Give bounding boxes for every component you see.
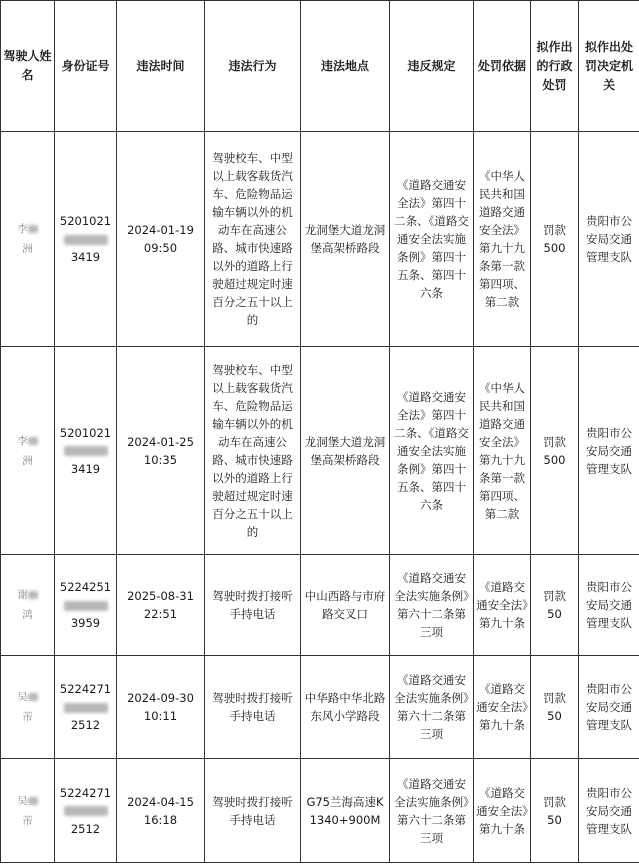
redaction-mark <box>64 446 108 456</box>
penalty-basis-cell: 《道路交通安全法》第九十条 <box>474 656 531 759</box>
table-row <box>1 347 639 555</box>
violation-clock: 16:18 <box>143 812 178 827</box>
redaction-mark <box>64 703 108 713</box>
penalty-amount: 500 <box>543 241 566 255</box>
violation-clock: 10:11 <box>143 709 178 723</box>
violation-clock: 10:35 <box>143 452 178 467</box>
regulation-cell: 《道路交通安全法实施条例》第六十二条第三项 <box>390 656 474 759</box>
redaction-mark <box>28 693 38 701</box>
authority-cell: 贵阳市公安局交通管理支队 <box>579 132 639 347</box>
header-penalty-basis: 处罚依据 <box>474 1 531 132</box>
authority-cell: 贵阳市公安局交通管理支队 <box>579 347 639 555</box>
penalty-label: 罚款 <box>543 223 566 237</box>
violation-time-cell <box>117 347 205 555</box>
table-row <box>1 656 639 759</box>
driver-name-first: 李 <box>17 434 28 447</box>
id-suffix: 3419 <box>70 250 101 264</box>
driver-name-first: 吴 <box>17 691 28 703</box>
violation-location-cell: 中华路中华北路东风小学路段 <box>301 656 390 759</box>
violation-location-cell: G75兰海高速K1340+900M <box>301 759 390 863</box>
table-row <box>1 759 639 863</box>
violation-act-cell: 驾驶时拨打接听手持电话 <box>205 759 301 863</box>
penalty-basis-cell: 《道路交通安全法》第九十条 <box>474 555 531 656</box>
header-id-number: 身份证号 <box>55 1 117 132</box>
regulation-cell: 《道路交通安全法》第四十二条、《道路交通安全法实施条例》第四十五条、第四十六条 <box>390 132 474 347</box>
driver-name-last: 芾 <box>22 814 33 827</box>
redaction-mark <box>64 235 108 245</box>
id-suffix: 3959 <box>70 616 101 630</box>
driver-name-last: 洲 <box>22 243 33 255</box>
penalty-basis-cell: 《中华人民共和国道路交通安全法》第九十九条第一款第四项、第二款 <box>474 132 531 347</box>
id-suffix: 2512 <box>70 718 101 732</box>
driver-name-first: 谢 <box>17 589 28 601</box>
violation-time-cell <box>117 759 205 863</box>
penalty-cell <box>531 656 579 759</box>
id-prefix: 5201021 <box>59 214 112 228</box>
violation-act-cell: 驾驶时拨打接听手持电话 <box>205 656 301 759</box>
violation-date: 2024-04-15 <box>127 794 194 809</box>
driver-name-cell <box>1 132 55 347</box>
redaction-mark <box>64 601 108 611</box>
violation-time-cell <box>117 132 205 347</box>
driver-name-cell <box>1 656 55 759</box>
penalty-amount: 50 <box>547 709 562 723</box>
driver-name-cell <box>1 347 55 555</box>
violation-location-cell: 中山西路与市府路交叉口 <box>301 555 390 656</box>
penalty-cell <box>531 555 579 656</box>
regulation-cell: 《道路交通安全法实施条例》第六十二条第三项 <box>390 555 474 656</box>
header-driver-name: 驾驶人姓名 <box>1 1 55 132</box>
violation-date: 2024-09-30 <box>127 691 194 705</box>
driver-name-cell <box>1 555 55 656</box>
redaction-mark <box>64 806 108 816</box>
violation-act-cell: 驾驶校车、中型以上载客载货汽车、危险物品运输车辆以外的机动车在高速公路、城市快速路以外的道路上行驶超过规定时速百分之五十以上的 <box>205 132 301 347</box>
authority-cell: 贵阳市公安局交通管理支队 <box>579 759 639 863</box>
driver-name-last: 鸿 <box>22 609 33 621</box>
violation-clock: 09:50 <box>143 241 178 255</box>
driver-name-first: 吴 <box>17 794 28 807</box>
penalty-label: 罚款 <box>543 434 566 449</box>
penalty-amount: 50 <box>547 607 562 621</box>
redaction-mark <box>28 591 38 599</box>
redaction-mark <box>28 225 38 233</box>
id-number-cell <box>55 347 117 555</box>
header-authority: 拟作出处罚决定机关 <box>579 1 639 132</box>
header-violation-location: 违法地点 <box>301 1 390 132</box>
violation-clock: 22:51 <box>143 607 178 621</box>
violation-date: 2024-01-19 <box>127 223 194 237</box>
id-prefix: 5201021 <box>59 425 112 440</box>
violation-date: 2025-08-31 <box>127 589 194 603</box>
redaction-mark <box>28 797 38 805</box>
penalty-label: 罚款 <box>543 589 566 603</box>
penalty-label: 罚款 <box>543 691 566 705</box>
violation-date: 2024-01-25 <box>127 434 194 449</box>
id-number-cell <box>55 132 117 347</box>
id-suffix: 2512 <box>70 821 101 836</box>
driver-name-first: 李 <box>17 223 28 235</box>
penalty-basis-cell: 《道路交通安全法》第九十条 <box>474 759 531 863</box>
id-suffix: 3419 <box>70 461 101 476</box>
header-regulation: 违反规定 <box>390 1 474 132</box>
penalty-label: 罚款 <box>543 794 566 809</box>
penalty-amount: 500 <box>543 452 566 467</box>
penalty-basis-cell: 《中华人民共和国道路交通安全法》第九十九条第一款第四项、第二款 <box>474 347 531 555</box>
table-row <box>1 555 639 656</box>
id-prefix: 5224271 <box>59 785 112 800</box>
violation-act-cell: 驾驶时拨打接听手持电话 <box>205 555 301 656</box>
id-number-cell <box>55 759 117 863</box>
penalty-cell <box>531 759 579 863</box>
violation-location-cell: 龙洞堡大道龙洞堡高架桥路段 <box>301 347 390 555</box>
violation-act-cell: 驾驶校车、中型以上载客载货汽车、危险物品运输车辆以外的机动车在高速公路、城市快速路以外的道路上行驶超过规定时速百分之五十以上的 <box>205 347 301 555</box>
authority-cell: 贵阳市公安局交通管理支队 <box>579 656 639 759</box>
redaction-mark <box>28 437 38 445</box>
regulation-cell: 《道路交通安全法实施条例》第六十二条第三项 <box>390 759 474 863</box>
penalty-cell <box>531 132 579 347</box>
header-violation-time: 违法时间 <box>117 1 205 132</box>
violation-time-cell <box>117 656 205 759</box>
header-violation-act: 违法行为 <box>205 1 301 132</box>
table-row <box>1 132 639 347</box>
header-proposed-penalty: 拟作出的行政处罚 <box>531 1 579 132</box>
penalty-cell <box>531 347 579 555</box>
violation-time-cell <box>117 555 205 656</box>
header-row <box>1 1 639 132</box>
id-number-cell <box>55 656 117 759</box>
id-prefix: 5224251 <box>59 580 112 594</box>
id-prefix: 5224271 <box>59 682 112 696</box>
driver-name-cell <box>1 759 55 863</box>
penalty-amount: 50 <box>547 812 562 827</box>
violation-location-cell: 龙洞堡大道龙洞堡高架桥路段 <box>301 132 390 347</box>
driver-name-last: 芾 <box>22 711 33 723</box>
id-number-cell <box>55 555 117 656</box>
driver-name-last: 洲 <box>22 454 33 467</box>
regulation-cell: 《道路交通安全法》第四十二条、《道路交通安全法实施条例》第四十五条、第四十六条 <box>390 347 474 555</box>
authority-cell: 贵阳市公安局交通管理支队 <box>579 555 639 656</box>
